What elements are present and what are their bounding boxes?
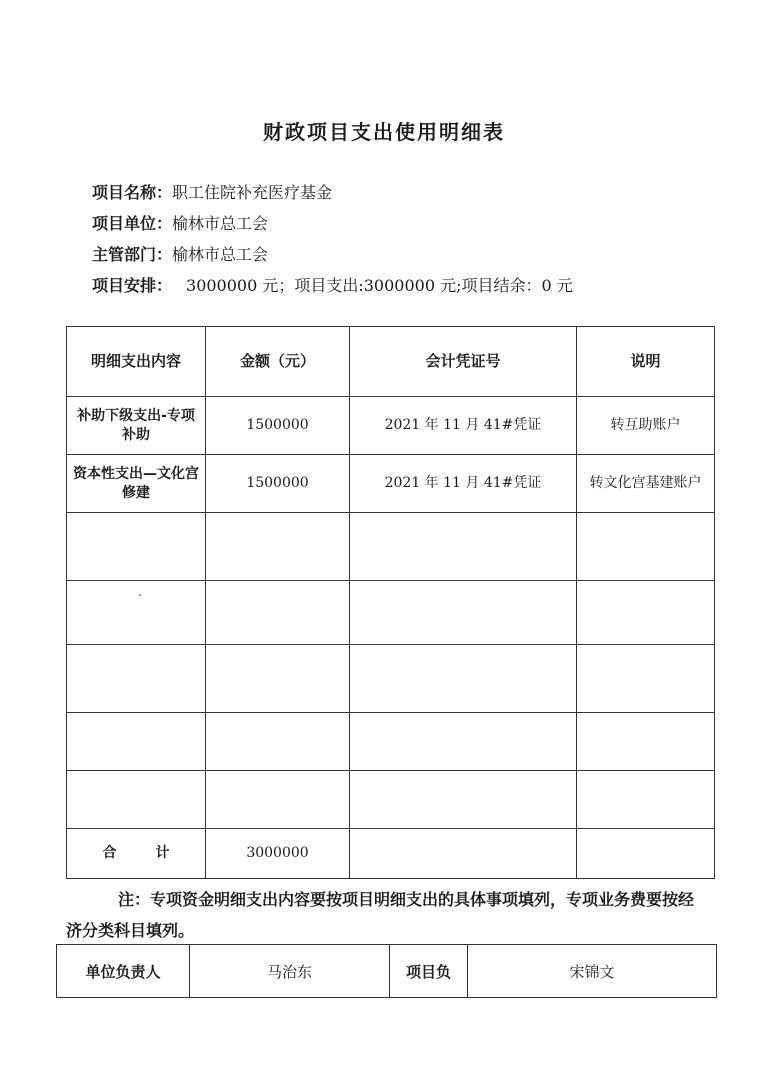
department-value: 榆林市总工会 xyxy=(172,245,269,264)
empty-row xyxy=(67,713,715,771)
project-unit-line xyxy=(92,211,268,234)
arrangement-value: 3000000 元；项目支出:3000000 元;项目结余：0 元 xyxy=(186,276,573,295)
row-voucher: 2021 年 11 月 41#凭证 xyxy=(350,397,577,455)
unit-head-label: 单位负责人 xyxy=(57,945,190,998)
project-head-label: 项目负 xyxy=(390,945,468,998)
row-amount: 1500000 xyxy=(206,397,350,455)
table-header-row xyxy=(67,327,715,397)
total-row xyxy=(67,829,715,879)
project-name-label: 项目名称： xyxy=(92,183,173,202)
signature-table xyxy=(56,944,717,998)
total-amount: 3000000 xyxy=(206,829,350,879)
department-line xyxy=(92,242,268,265)
row-amount: 1500000 xyxy=(206,455,350,513)
project-unit-label: 项目单位： xyxy=(92,214,173,233)
scan-speck xyxy=(139,594,141,596)
row-note: 转文化宫基建账户 xyxy=(577,455,715,513)
project-name-line xyxy=(92,180,332,203)
empty-row xyxy=(67,513,715,581)
row-note: 转互助账户 xyxy=(577,397,715,455)
empty-row xyxy=(67,581,715,645)
footnote: 注：专项资金明细支出内容要按项目明细支出的具体事项填列，专项业务费要按经济分类科目填列。 xyxy=(66,890,695,940)
table-row xyxy=(67,397,715,455)
expense-detail-table xyxy=(66,326,715,879)
header-content: 明细支出内容 xyxy=(67,327,206,397)
row-content: 补助下级支出-专项补助 xyxy=(67,397,206,455)
header-amount: 金额（元） xyxy=(206,327,350,397)
project-name-value: 职工住院补充医疗基金 xyxy=(172,183,333,202)
table-row xyxy=(67,455,715,513)
empty-row xyxy=(67,771,715,829)
header-voucher: 会计凭证号 xyxy=(350,327,577,397)
project-unit-value: 榆林市总工会 xyxy=(172,214,269,233)
empty-row xyxy=(67,645,715,713)
arrangement-label: 项目安排： xyxy=(92,276,173,295)
total-label: 合 计 xyxy=(67,829,206,879)
unit-head-value: 马治东 xyxy=(190,945,390,998)
department-label: 主管部门： xyxy=(92,245,173,264)
row-voucher: 2021 年 11 月 41#凭证 xyxy=(350,455,577,513)
arrangement-line xyxy=(92,273,573,296)
row-content: 资本性支出—文化宫修建 xyxy=(67,455,206,513)
header-note: 说明 xyxy=(577,327,715,397)
project-head-value: 宋锦文 xyxy=(468,945,717,998)
page-title: 财政项目支出使用明细表 xyxy=(263,120,505,144)
